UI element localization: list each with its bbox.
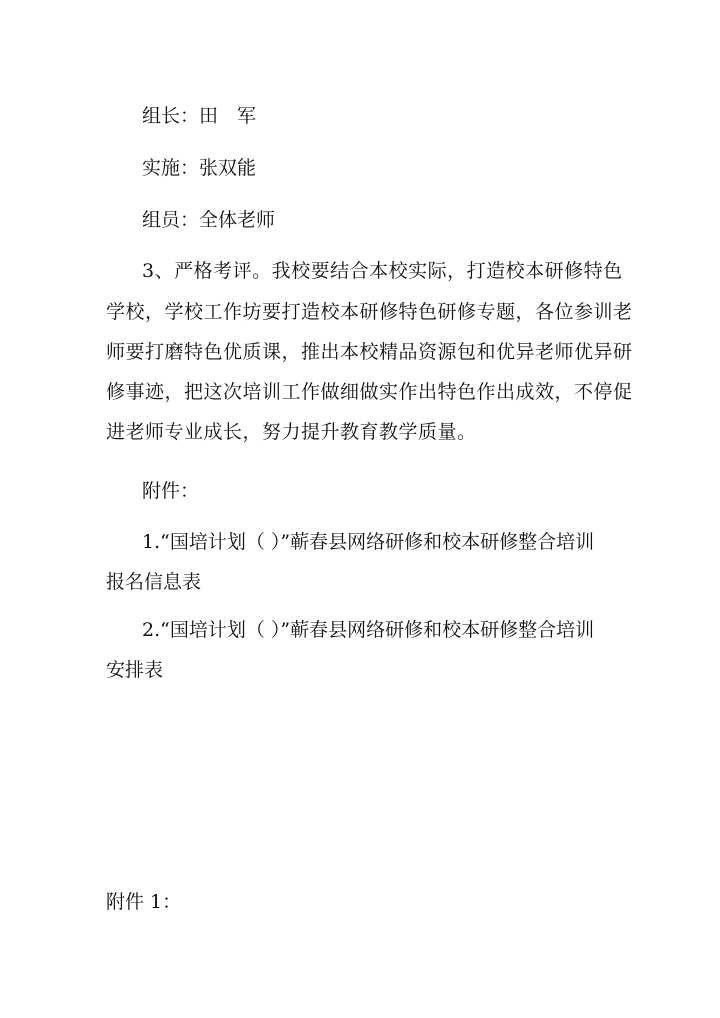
attachment-1-heading: 附件 1：	[106, 891, 182, 913]
assessment-line-5: 进老师专业成长，努力提升教育教学质量。	[106, 421, 477, 443]
assessment-line-4: 修事迹，把这次培训工作做细做实作出特色作出成效，不停促	[106, 381, 633, 403]
attachments-heading: 附件：	[142, 480, 200, 502]
attachment-item-2-line-2: 安排表	[106, 659, 164, 681]
assessment-line-2: 学校，学校工作坊要打造校本研修特色研修专题，各位参训老	[106, 301, 633, 323]
team-members: 组员：全体老师	[142, 209, 276, 231]
attachment-item-1-line-2: 报名信息表	[106, 571, 202, 593]
attachment-item-2-line-1: 2.“国培计划（ ）”蕲春县网络研修和校本研修整合培训	[142, 619, 595, 641]
team-implementer: 实施：张双能	[142, 157, 257, 179]
team-leader: 组长：田 军	[142, 105, 257, 127]
attachment-item-1-line-1: 1.“国培计划（ ）”蕲春县网络研修和校本研修整合培训	[142, 531, 595, 553]
assessment-line-1: 3、严格考评。我校要结合本校实际，打造校本研修特色	[142, 260, 623, 282]
assessment-line-3: 师要打磨特色优质课，推出本校精品资源包和优异老师优异研	[106, 341, 633, 363]
